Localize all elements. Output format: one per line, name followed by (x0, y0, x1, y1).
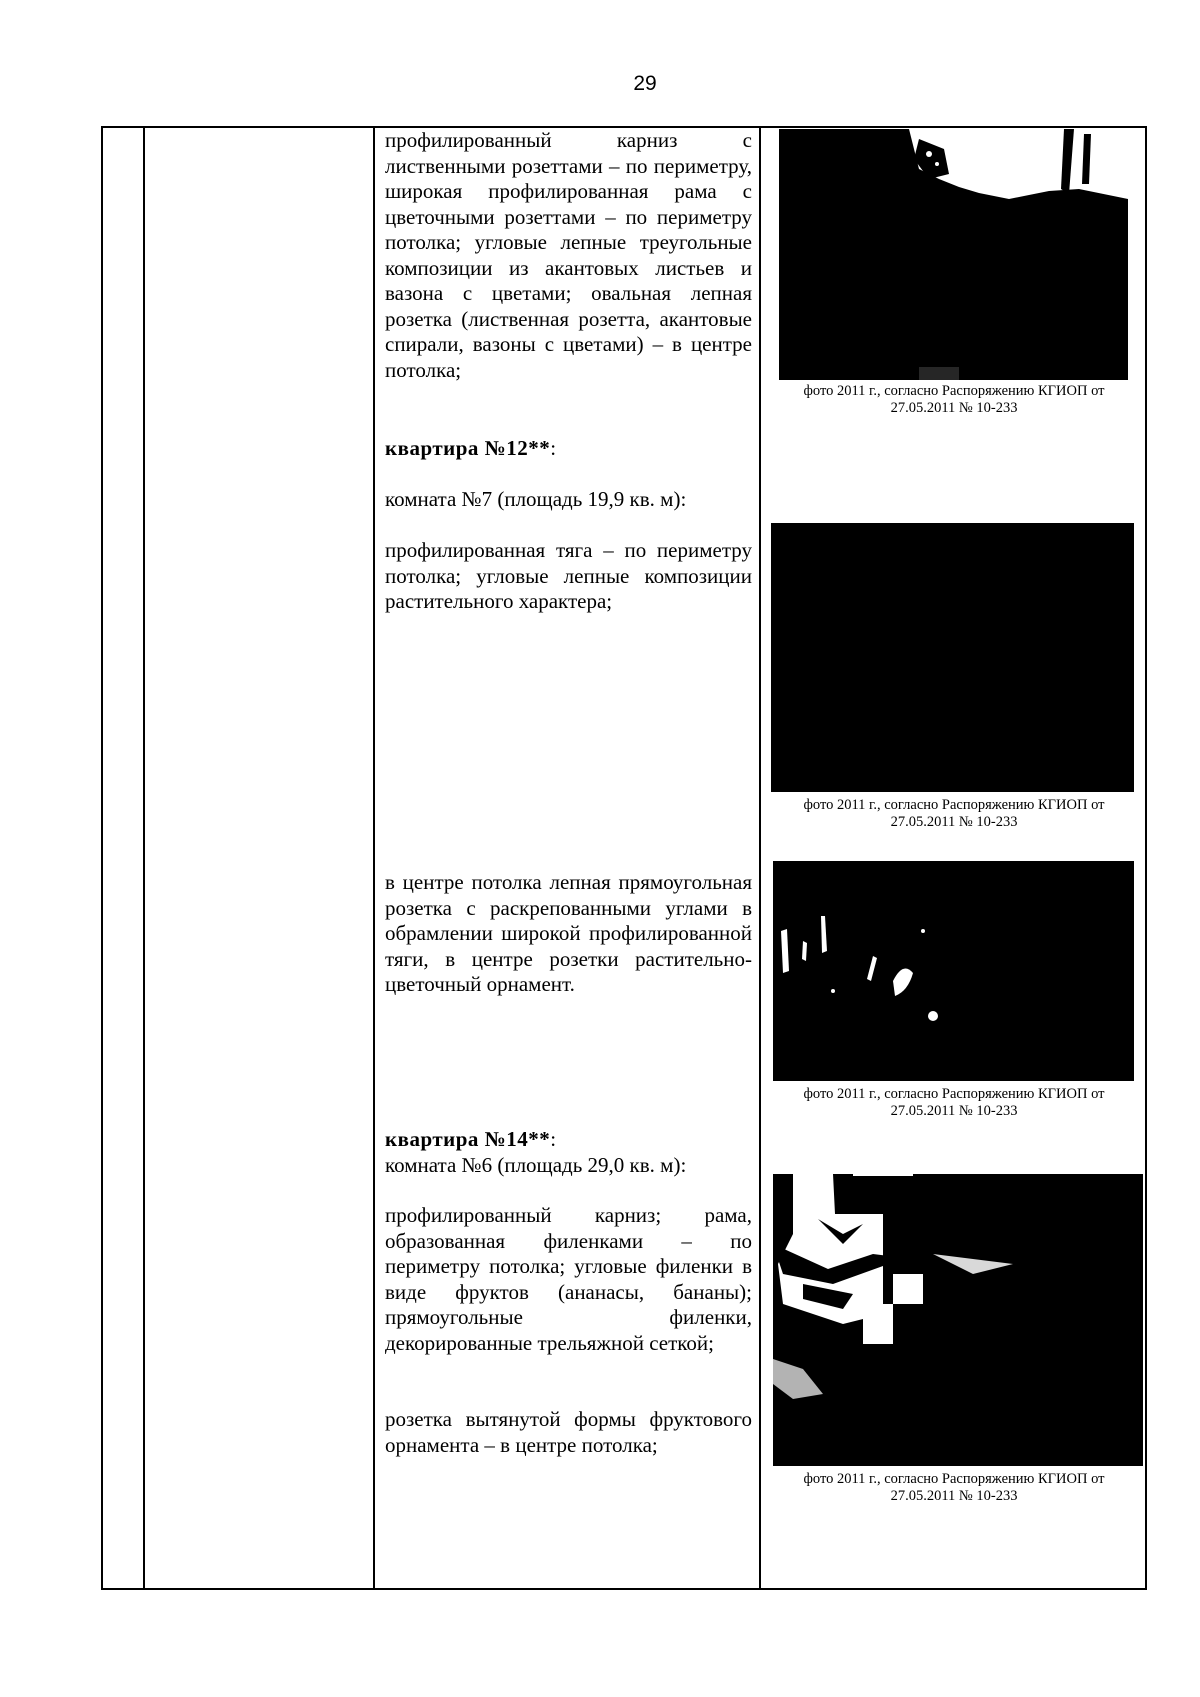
room-heading: комната №7 (площадь 19,9 кв. м): (385, 487, 687, 511)
column-divider-2 (373, 126, 375, 1590)
column-divider-3 (759, 126, 761, 1590)
photo-caption: фото 2011 г., согласно Распоряжению КГИОП от 27.05.2011 № 10-233 (803, 383, 1105, 416)
description-text: профилированная тяга – по периметру потолка; угловые лепные композиции растительного характера; (385, 538, 752, 613)
room-heading: комната №6 (площадь 29,0 кв. м): (385, 1152, 687, 1177)
ceiling-photo (773, 861, 1134, 1081)
photo-caption: фото 2011 г., согласно Распоряжению КГИОП от 27.05.2011 № 10-233 (803, 797, 1105, 830)
ceiling-photo (773, 1174, 1143, 1466)
description-text: профилированный карниз с лиственными розеттами – по периметру, широкая профилированная рама с цветочными розеттами – по периметру потолка; угловые лепные треугольные композиции из акантовых листьев и вазона с цветами; овальная лепная розетка (лиственная розетта, акантовые спирали, вазоны с цветами) – в центре потолка; (385, 128, 752, 382)
ceiling-photo (779, 129, 1128, 380)
apartment-heading: квартира №14**: комната №6 (площадь 29,0 кв. м): (385, 1127, 752, 1178)
description-text: розетка вытянутой формы фруктового орнамента – в центре потолка; (385, 1407, 752, 1457)
column-divider-1 (143, 126, 145, 1590)
photo-caption: фото 2011 г., согласно Распоряжению КГИОП от 27.05.2011 № 10-233 (803, 1471, 1105, 1504)
ceiling-photo (771, 523, 1134, 792)
photo-caption: фото 2011 г., согласно Распоряжению КГИОП от 27.05.2011 № 10-233 (803, 1086, 1105, 1119)
description-text: профилированный карниз; рама, образованная филенками – по периметру потолка; угловые филенки в виде фруктов (ананасы, бананы); прямоугольные филенки, декорированные трельяжной сеткой; (385, 1203, 752, 1355)
description-text: в центре потолка лепная прямоугольная розетка с раскрепованными углами в обрамлении широкой профилированной тяги, в центре розетки растительно-цветочный орнамент. (385, 870, 752, 996)
apartment-heading: квартира №12**: (385, 436, 557, 460)
apartment-label: квартира №12** (385, 436, 551, 460)
page-number: 29 (633, 72, 657, 95)
apartment-label: квартира №14** (385, 1127, 551, 1151)
